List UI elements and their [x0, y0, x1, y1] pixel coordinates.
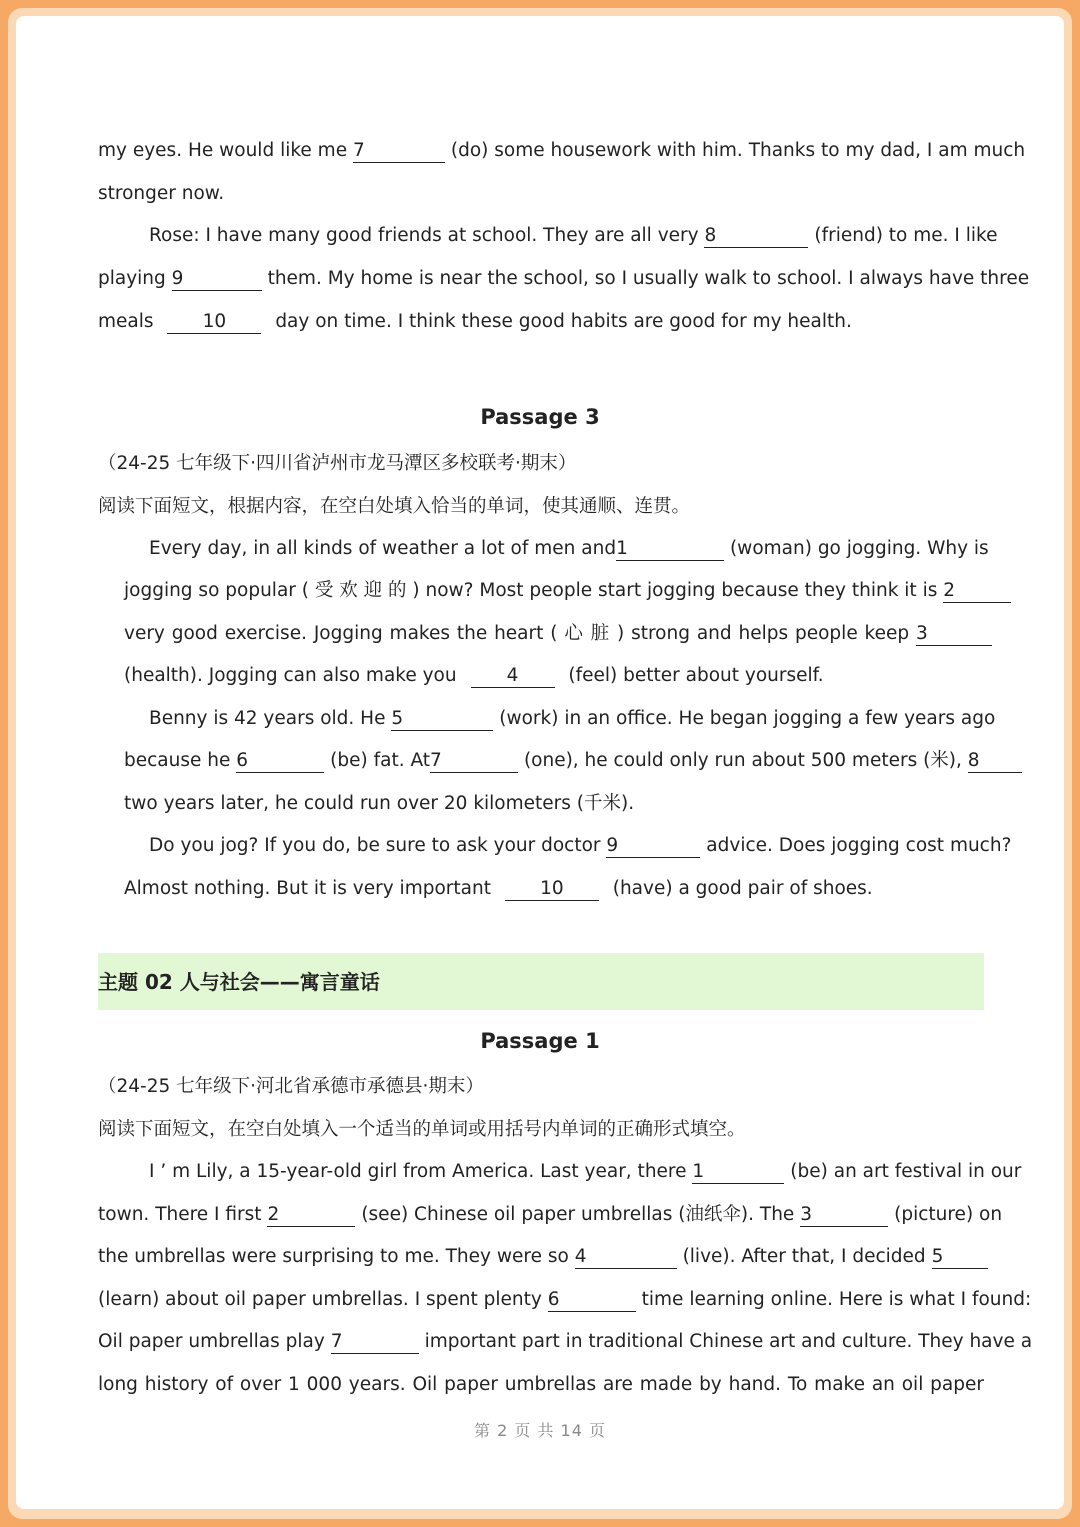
- text-line: stronger now.: [98, 183, 225, 204]
- text-line: I ’ m Lily, a 15-year-old girl from America. Last year, there 1 (be) an art festival in our: [149, 1161, 1022, 1182]
- text-line: Benny is 42 years old. He 5 (work) in an office. He began jogging a few years ago: [149, 708, 996, 729]
- answer-blank[interactable]: 4: [471, 665, 555, 688]
- passage-instruction: 阅读下面短文，根据内容，在空白处填入恰当的单词，使其通顺、连贯。: [98, 496, 691, 517]
- answer-blank[interactable]: 8: [704, 225, 808, 248]
- text-line: Do you jog? If you do, be sure to ask your doctor 9 advice. Does jogging cost much?: [149, 835, 1012, 856]
- text-line: Every day, in all kinds of weather a lot of men and1 (woman) go jogging. Why is: [149, 538, 989, 559]
- answer-blank[interactable]: 1: [616, 538, 724, 561]
- answer-blank[interactable]: 2: [943, 580, 1011, 603]
- answer-blank[interactable]: 5: [932, 1246, 988, 1269]
- passage-instruction: 阅读下面短文，在空白处填入一个适当的单词或用括号内单词的正确形式填空。: [98, 1119, 746, 1140]
- text-line: two years later, he could run over 20 kilometers (千米).: [124, 793, 635, 814]
- text-line: playing 9 them. My home is near the school, so I usually walk to school. I always have three: [98, 268, 1030, 289]
- text-line: jogging so popular ( 受 欢 迎 的 ) now? Most people start jogging because they think it is 2: [124, 577, 992, 605]
- answer-blank[interactable]: 6: [548, 1289, 636, 1312]
- answer-blank[interactable]: 10: [505, 878, 599, 901]
- text-line: town. There I first 2 (see) Chinese oil paper umbrellas (油纸伞). The 3 (picture) on: [98, 1204, 1003, 1225]
- answer-blank[interactable]: 7: [353, 140, 445, 163]
- answer-blank[interactable]: 10: [167, 311, 261, 334]
- answer-blank[interactable]: 8: [968, 750, 1022, 773]
- text-line: Almost nothing. But it is very important 10 (have) a good pair of shoes.: [124, 878, 873, 899]
- passage-source: （24-25 七年级下·四川省泸州市龙马潭区多校联考·期末）: [98, 453, 577, 474]
- text-line: long history of over 1 000 years. Oil paper umbrellas are made by hand. To make an oil paper: [98, 1374, 984, 1395]
- answer-blank[interactable]: 3: [916, 623, 992, 646]
- text-line: the umbrellas were surprising to me. They were so 4 (live). After that, I decided 5: [98, 1243, 984, 1271]
- answer-blank[interactable]: 4: [575, 1246, 677, 1269]
- page-number: 第 2 页 共 14 页: [474, 1421, 606, 1440]
- text-line: meals 10 day on time. I think these good habits are good for my health.: [98, 311, 852, 332]
- passage-title: Passage 1: [480, 1029, 600, 1053]
- text-line: Oil paper umbrellas play 7 important part in traditional Chinese art and culture. They have a: [98, 1331, 1033, 1352]
- text-line: because he 6 (be) fat. At7 (one), he could only run about 500 meters (米), 8: [124, 747, 992, 775]
- passage-source: （24-25 七年级下·河北省承德市承德县·期末）: [98, 1076, 484, 1097]
- answer-blank[interactable]: 9: [606, 835, 700, 858]
- answer-blank[interactable]: 9: [172, 268, 262, 291]
- text-line: very good exercise. Jogging makes the heart ( 心 脏 ) strong and helps people keep 3: [124, 620, 992, 648]
- passage-title: Passage 3: [480, 405, 600, 429]
- text-line: (health). Jogging can also make you 4 (feel) better about yourself.: [124, 665, 824, 686]
- answer-blank[interactable]: 1: [692, 1161, 784, 1184]
- answer-blank[interactable]: 6: [236, 750, 324, 773]
- answer-blank[interactable]: 5: [391, 708, 493, 731]
- text-line: my eyes. He would like me 7 (do) some housework with him. Thanks to my dad, I am much: [98, 140, 1026, 161]
- answer-blank[interactable]: 3: [800, 1204, 888, 1227]
- theme-banner: [98, 953, 984, 1010]
- answer-blank[interactable]: 7: [430, 750, 518, 773]
- document-page: [16, 16, 1064, 1509]
- answer-blank[interactable]: 7: [331, 1331, 419, 1354]
- text-line: Rose: I have many good friends at school. They are all very 8 (friend) to me. I like: [149, 225, 998, 246]
- answer-blank[interactable]: 2: [267, 1204, 355, 1227]
- text-line: (learn) about oil paper umbrellas. I spent plenty 6 time learning online. Here is what I found:: [98, 1289, 1032, 1310]
- theme-label: 主题 02 人与社会——寓言童话: [98, 970, 380, 994]
